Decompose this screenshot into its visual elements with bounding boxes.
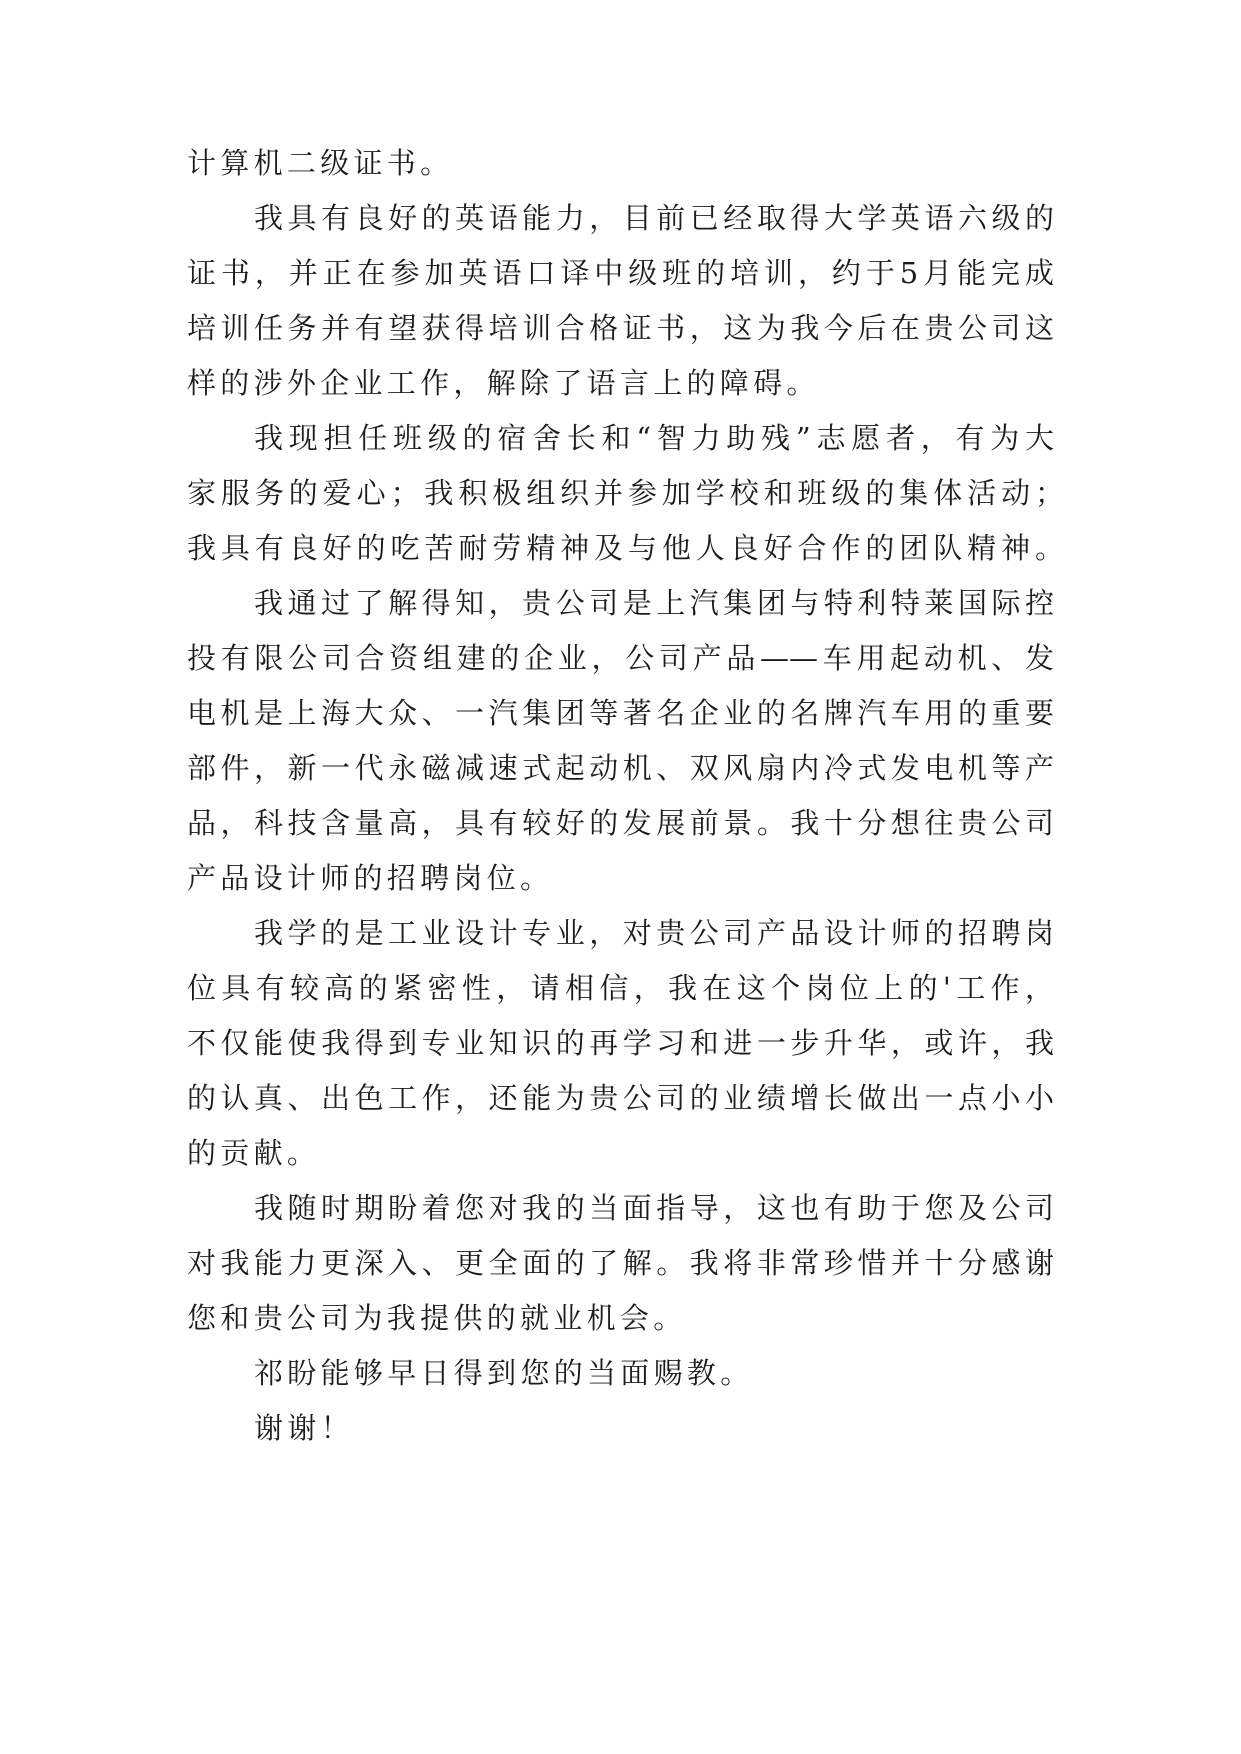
paragraph-company [187,576,1241,906]
text-line: 家服务的爱心；我积极组织并参加学校和班级的集体活动； [187,476,1064,510]
text-line: 产品设计师的招聘岗位。 [187,861,554,895]
text-line: 证书，并正在参加英语口译中级班的培训，约于5月能完成 [187,256,1054,290]
text-line: 部件，新一代永磁减速式起动机、双风扇内冷式发电机等产 [187,751,1054,785]
text-line: 的贡献。 [187,1136,321,1170]
text-line: 您和贵公司为我提供的就业机会。 [187,1301,687,1335]
paragraph-thanks [187,1401,1241,1456]
text-line: 品，科技含量高，具有较好的发展前景。我十分想往贵公司 [187,806,1054,840]
paragraph-interview [187,1181,1241,1346]
text-line: 不仅能使我得到专业知识的再学习和进一步升华，或许，我 [187,1026,1054,1060]
text-line: 我具有良好的英语能力，目前已经取得大学英语六级的 [254,201,1054,235]
text-line: 培训任务并有望获得培训合格证书，这为我今后在贵公司这 [187,311,1054,345]
paragraph-english-ability [187,191,1241,411]
text-line: 位具有较高的紧密性，请相信，我在这个岗位上的'工作， [187,971,1054,1005]
text-line: 祁盼能够早日得到您的当面赐教。 [254,1356,754,1390]
text-line: 我随时期盼着您对我的当面指导，这也有助于您及公司 [254,1191,1054,1225]
text-line: 电机是上海大众、一汽集团等著名企业的名牌汽车用的重要 [187,696,1054,730]
text-line: 我现担任班级的宿舍长和“智力助残”志愿者，有为大 [254,421,1054,455]
text-line: 我具有良好的吃苦耐劳精神及与他人良好合作的团队精神。 [187,531,1064,565]
text-line: 投有限公司合资组建的企业，公司产品——车用起动机、发 [187,641,1054,675]
paragraph-volunteer [187,411,1241,576]
text-line: 计算机二级证书。 [187,146,454,180]
paragraph-major [187,906,1241,1181]
text-line: 我学的是工业设计专业，对贵公司产品设计师的招聘岗 [254,916,1054,950]
text-line: 我通过了解得知，贵公司是上汽集团与特利特莱国际控 [254,586,1054,620]
text-line: 谢谢！ [254,1411,354,1445]
text-line: 样的涉外企业工作，解除了语言上的障碍。 [187,366,820,400]
text-line: 对我能力更深入、更全面的了解。我将非常珍惜并十分感谢 [187,1246,1054,1280]
paragraph-continued [187,136,1241,191]
text-line: 的认真、出色工作，还能为贵公司的业绩增长做出一点小小 [187,1081,1054,1115]
paragraph-closing [187,1346,1241,1401]
